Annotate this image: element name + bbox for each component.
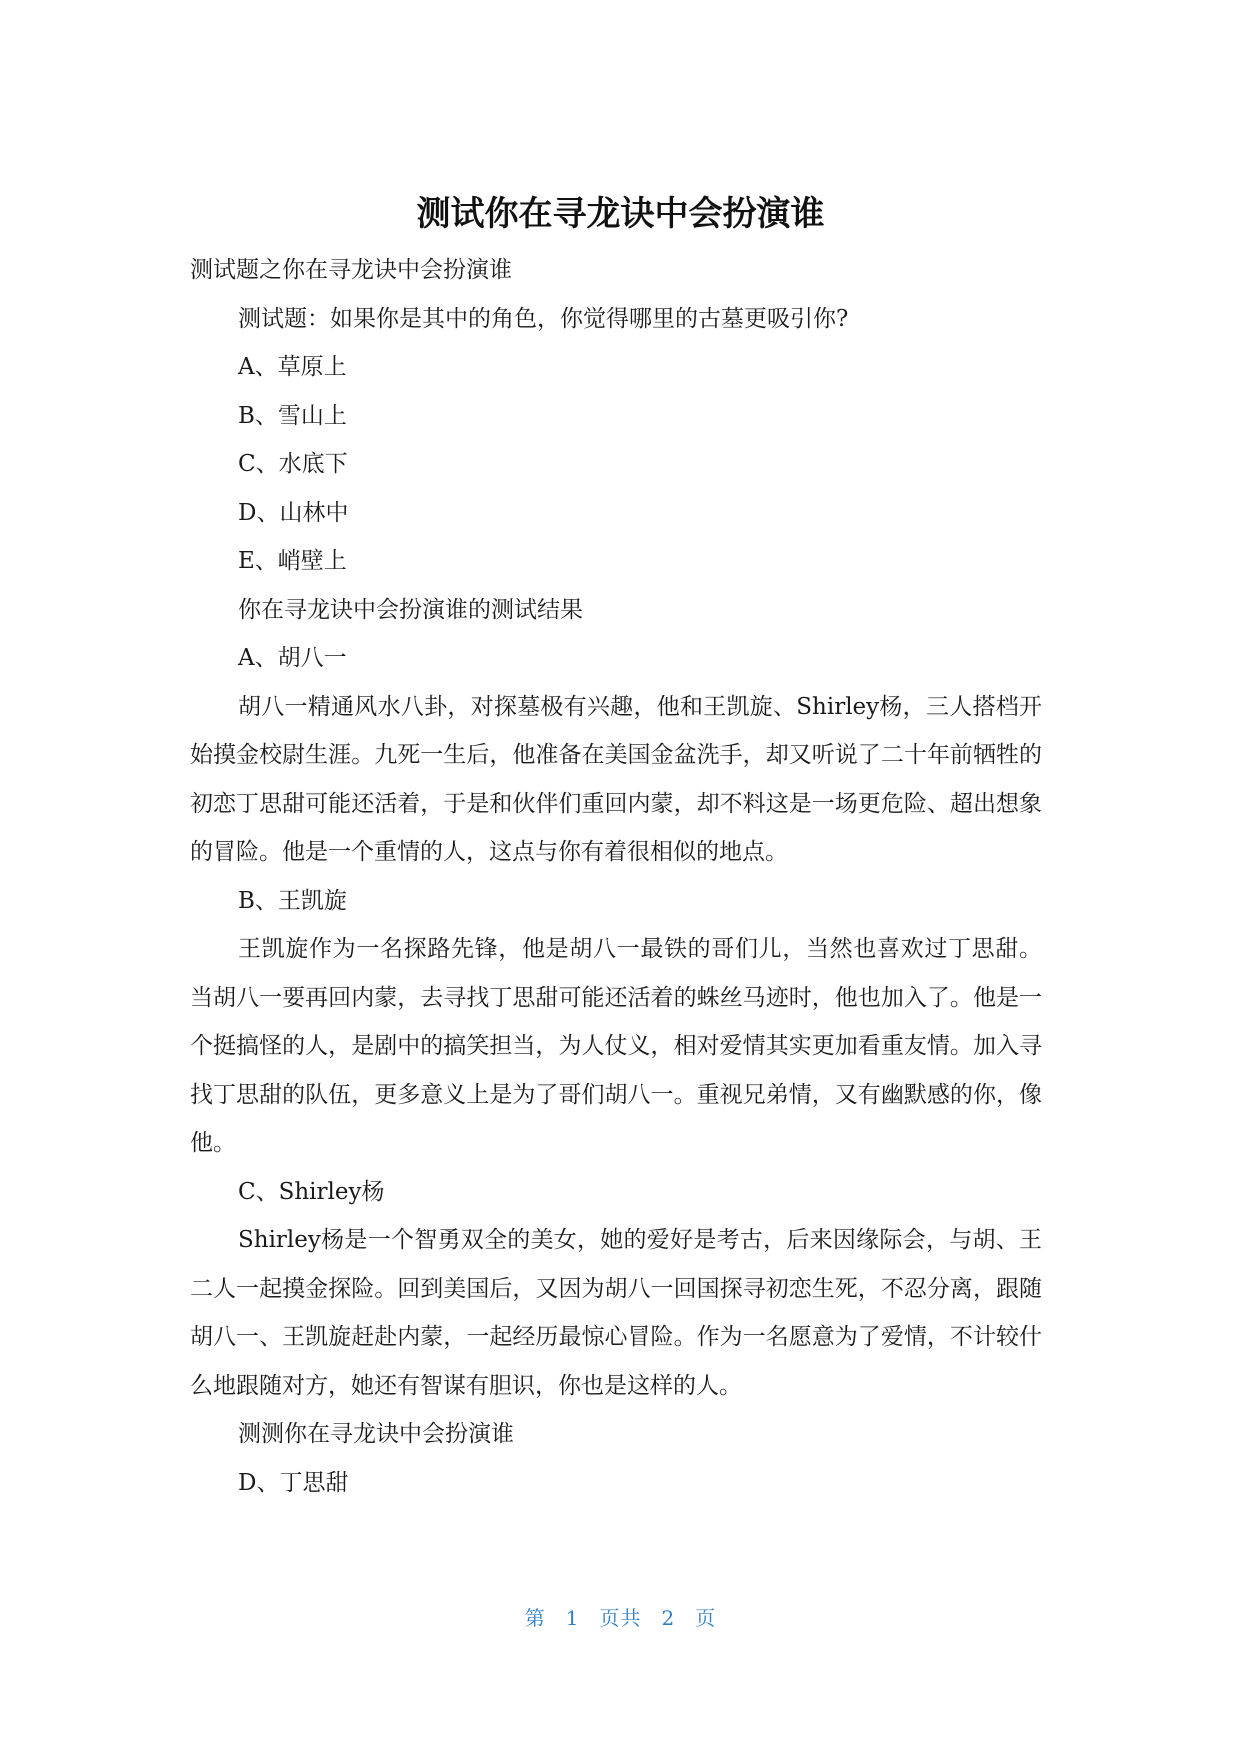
result-a-heading: A、胡八一 [238,645,347,671]
paragraph: 测测你在寻龙诀中会扮演谁 [238,1421,514,1447]
option-c: C、水底下 [238,451,348,477]
footer-total-pages: 2 [661,1606,676,1630]
paragraph: 测试题之你在寻龙诀中会扮演谁 [190,257,512,283]
page-footer [0,1604,1241,1632]
option-b: B、雪山上 [238,402,347,429]
footer-prefix: 第 [524,1606,546,1630]
footer-current-page: 1 [565,1606,580,1630]
results-heading: 你在寻龙诀中会扮演谁的测试结果 [238,596,583,623]
result-d-heading: D、丁思甜 [238,1469,349,1496]
result-b-heading: B、王凯旋 [238,887,347,914]
document-body [190,246,1042,1507]
result-b-text: 王凯旋作为一名探路先锋，他是胡八一最铁的哥们儿，当然也喜欢过丁思甜。当胡八一要再回内蒙，去寻找丁思甜可能还活着的蛛丝马迹时，他也加入了。他是一个挺搞怪的人，是剧中的搞笑担当，为人仗义，相对爱情其实更加看重友情。加入寻找丁思甜的队伍，更多意义上是为了哥们胡八一。重视兄弟情，又有幽默感的你，像他。 [190,936,1042,1156]
document-title: 测试你在寻龙诀中会扮演谁 [416,194,825,234]
option-d: D、山林中 [238,499,349,526]
result-c-heading: C、Shirley杨 [238,1178,385,1205]
result-c-text: Shirley杨是一个智勇双全的美女，她的爱好是考古，后来因缘际会，与胡、王二人一起摸金探险。回到美国后，又因为胡八一回国探寻初恋生死，不忍分离，跟随胡八一、王凯旋赶赴内蒙，一起经历最惊心冒险。作为一名愿意为了爱情，不计较什么地跟随对方，她还有智谋有胆识，你也是这样的人。 [190,1227,1042,1399]
option-a: A、草原上 [238,354,347,380]
footer-middle: 页共 [599,1606,642,1630]
result-a-text: 胡八一精通风水八卦，对探墓极有兴趣，他和王凯旋、Shirley杨，三人搭档开始摸金校尉生涯。九死一生后，他准备在美国金盆洗手，却又听说了二十年前牺牲的初恋丁思甜可能还活着，于是和伙伴们重回内蒙，却不料这是一场更危险、超出想象的冒险。他是一个重情的人，这点与你有着很相似的地点。 [190,693,1042,865]
footer-suffix: 页 [695,1606,717,1630]
option-e: E、峭壁上 [238,548,347,574]
question-paragraph: 测试题：如果你是其中的角色，你觉得哪里的古墓更吸引你? [238,305,849,332]
